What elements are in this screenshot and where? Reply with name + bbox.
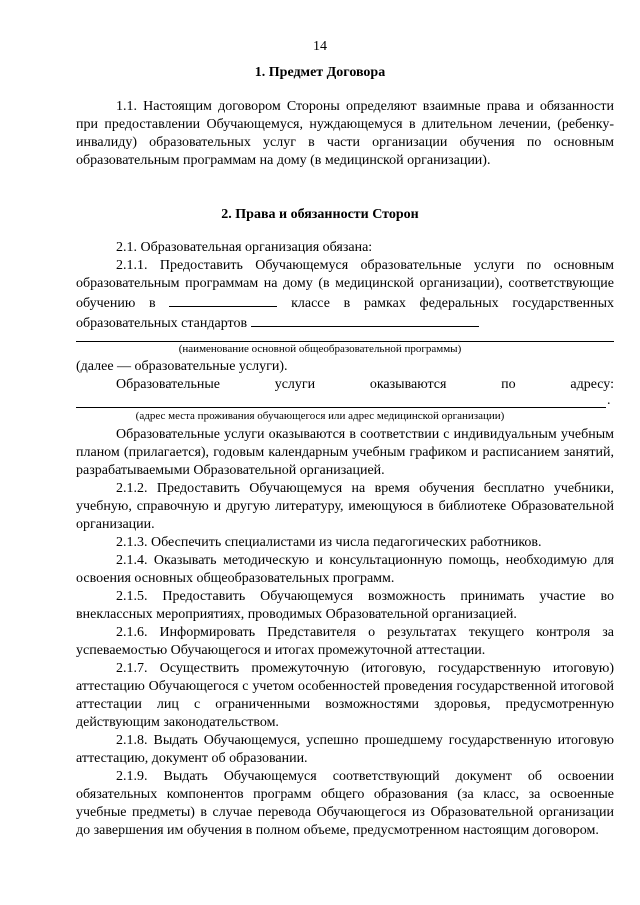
further-services-note: (далее — образовательные услуги). — [76, 359, 288, 374]
address-word-1: Образовательные — [116, 377, 220, 392]
section-1-heading: 1. Предмет Договора — [254, 65, 386, 80]
individual-plan-paragraph: Образовательные услуги оказываются в соответствии с индивидуальным учебным планом (прилагается), годовым календарным учебным графиком и расписанием занятий, разрабатываемыми Образовательной организацией. — [76, 427, 614, 478]
address-word-4: по — [501, 377, 516, 392]
address-word-2: услуги — [274, 377, 316, 392]
address-line — [76, 407, 606, 408]
clause-2-1-4: 2.1.4. Оказывать методическую и консультационную помощь, необходимую для освоения основных общеобразовательных программ. — [76, 553, 614, 586]
address-line-words — [116, 376, 614, 394]
clause-2-1: 2.1. Образовательная организация обязана: — [116, 240, 373, 255]
program-name-caption: (наименование основной общеобразовательной программы) — [178, 343, 462, 355]
clause-2-1-9: 2.1.9. Выдать Обучающемуся соответствующий документ об освоении обязательных компонентов программ общего образования (за класс, за освоенные учебные предметы) в случае перевода Обучающегося из Образовательной организации до завершения им обучения в полном объеме, предусмотренном настоящим договором. — [76, 769, 614, 838]
clause-2-1-8: 2.1.8. Выдать Обучающемуся, успешно прошедшему государственную итоговую аттестацию, документ об образовании. — [76, 733, 614, 766]
program-name-line — [76, 341, 614, 342]
section-2-heading: 2. Права и обязанности Сторон — [221, 207, 419, 222]
address-word-5: адресу: — [570, 377, 614, 392]
clause-2-1-1-text-a: 2.1.1. Предоставить Обучающемуся образовательные услуги по основным образовательным программам на дому (в медицинской организации), соответствующие обучению в — [76, 258, 614, 311]
clause-2-1-1 — [76, 257, 614, 333]
grade-blank — [169, 293, 277, 307]
clause-2-1-2: 2.1.2. Предоставить Обучающемуся на время обучения бесплатно учебники, учебную, справочную и другую литературу, имеющуюся в библиотеке Образовательной организации. — [76, 481, 614, 532]
clause-2-1-3: 2.1.3. Обеспечить специалистами из числа педагогических работников. — [116, 535, 542, 550]
clause-2-1-7: 2.1.7. Осуществить промежуточную (итоговую, государственную итоговую) аттестацию Обучающегося с учетом особенностей проведения государственной итоговой аттестации лиц с ограниченными возможностями здоровья, предусмотренную действующим законодательством. — [76, 661, 614, 730]
clause-2-1-1-text-b: классе в рамках федеральных государственных образовательных стандартов — [76, 296, 615, 331]
address-word-3: оказываются — [369, 377, 447, 392]
clause-2-1-6: 2.1.6. Информировать Представителя о результатах текущего контроля за успеваемостью Обучающегося и итогах промежуточной аттестации. — [76, 625, 614, 658]
page-number: 14 — [313, 39, 327, 54]
address-line-end: . — [607, 393, 611, 408]
clause-1-1: 1.1. Настоящим договором Стороны определяют взаимные права и обязанности при предоставлении Обучающемуся, нуждающемуся в длительном лечении, (ребенку-инвалиду) образовательных услуг в части организации обучения по основным образовательным программам на дому (в медицинской организации). — [76, 99, 614, 168]
clause-2-1-5: 2.1.5. Предоставить Обучающемуся возможность принимать участие во внеклассных мероприятиях, проводимых Образовательной организацией. — [76, 589, 614, 622]
standards-blank — [251, 313, 479, 327]
address-caption: (адрес места проживания обучающегося или адрес медицинской организации) — [135, 410, 505, 422]
